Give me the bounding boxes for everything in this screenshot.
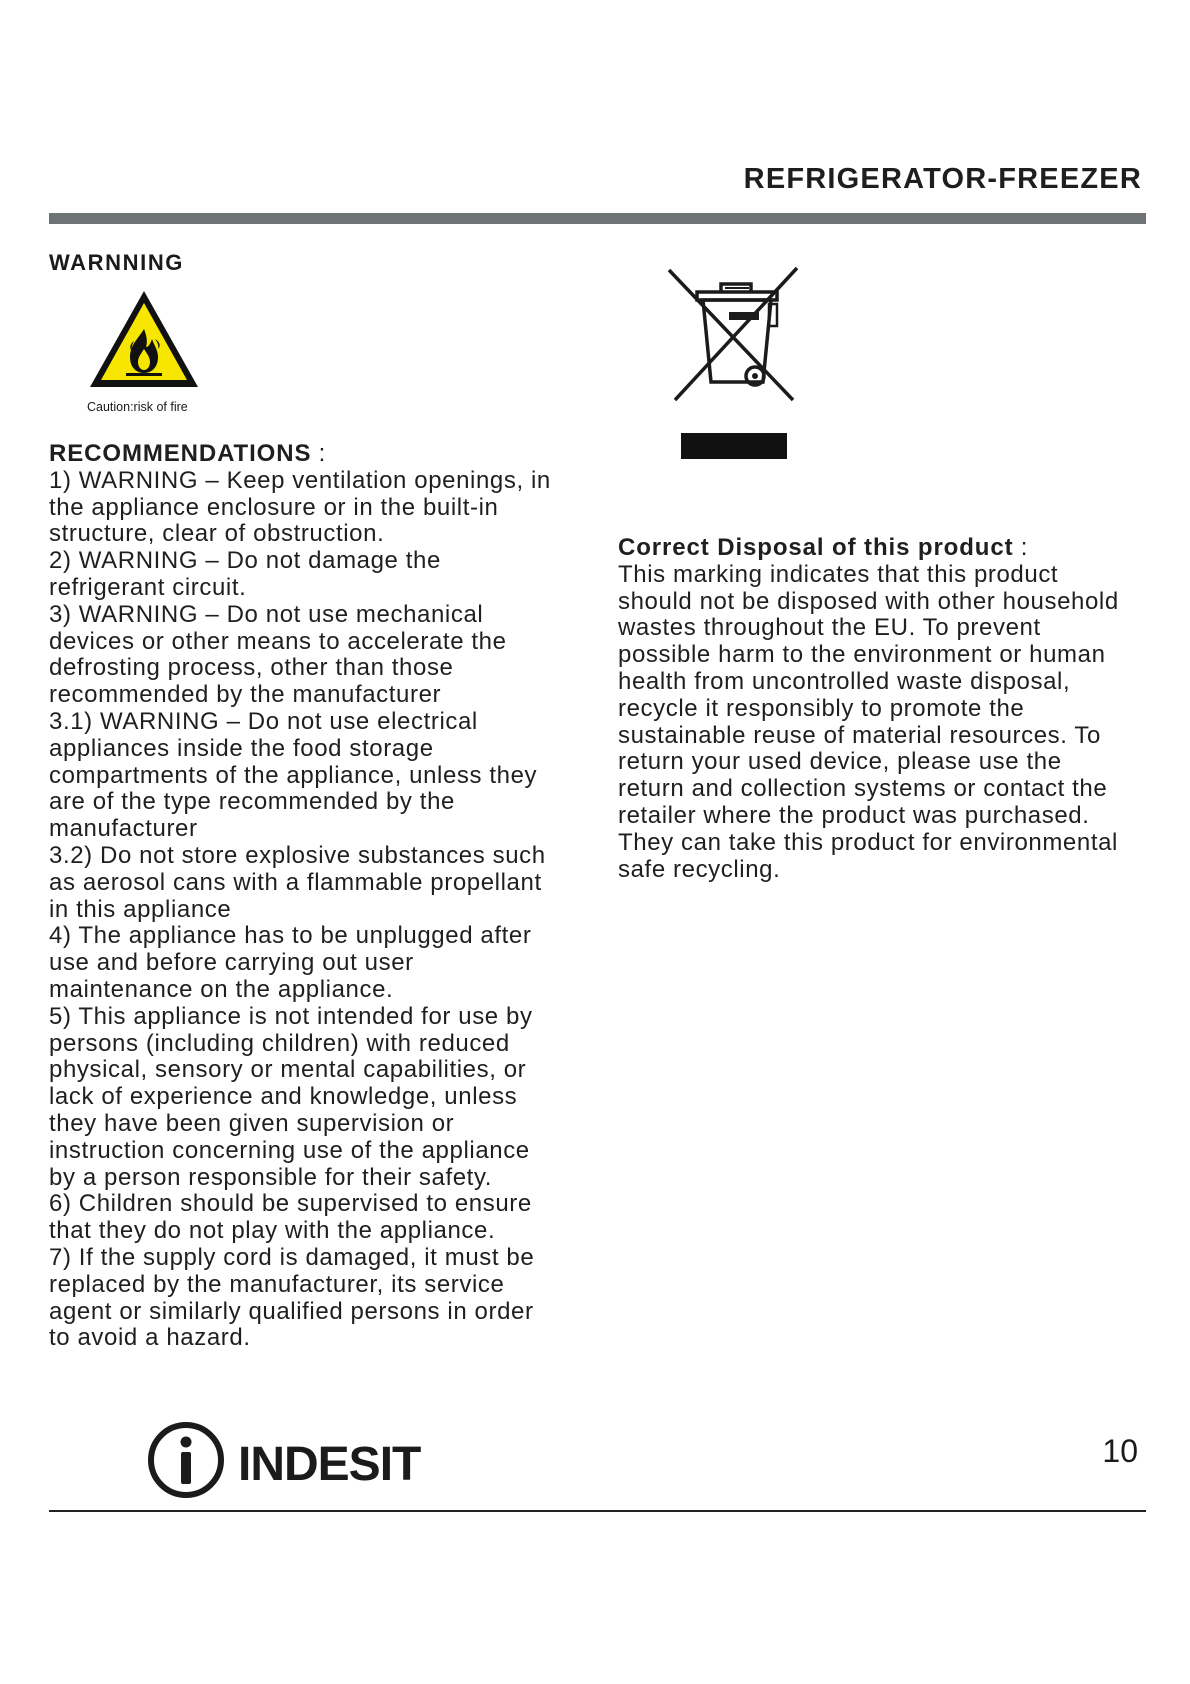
warning-heading: WARNNING xyxy=(49,250,185,275)
indesit-logo xyxy=(146,1418,446,1502)
recommendation-line: 7) If the supply cord is damaged, it must be xyxy=(49,1243,535,1271)
recommendation-line: in this appliance xyxy=(49,895,232,923)
recommendation-line: structure, clear of obstruction. xyxy=(49,520,385,548)
recommendation-line: the appliance enclosure or in the built-in xyxy=(49,493,499,521)
recommendation-line: 3.1) WARNING – Do not use electrical xyxy=(49,707,478,735)
recommendation-line: 5) This appliance is not intended for use by xyxy=(49,1002,533,1030)
recommendation-line: 1) WARNING – Keep ventilation openings, in xyxy=(49,466,551,494)
recommendation-line: 3.2) Do not store explosive substances such xyxy=(49,841,546,869)
page-number: 10 xyxy=(1102,1433,1138,1469)
recommendation-line: persons (including children) with reduced xyxy=(49,1029,510,1057)
disposal-line: retailer where the product was purchased. xyxy=(618,801,1090,829)
recommendation-line: recommended by the manufacturer xyxy=(49,681,442,709)
disposal-text xyxy=(618,562,1148,884)
disposal-section xyxy=(618,535,1148,883)
disposal-line: return and collection systems or contact the xyxy=(618,775,1108,803)
page-title: REFRIGERATOR-FREEZER xyxy=(743,163,1142,195)
footer-divider xyxy=(49,1510,1146,1512)
recommendation-line: they have been given supervision or xyxy=(49,1109,455,1137)
recommendation-line: devices or other means to accelerate the xyxy=(49,627,507,655)
recommendation-line: defrosting process, other than those xyxy=(49,654,454,682)
recommendation-line: are of the type recommended by the xyxy=(49,788,455,816)
recommendation-line: to avoid a hazard. xyxy=(49,1324,251,1352)
recommendation-line: compartments of the appliance, unless they xyxy=(49,761,538,789)
recommendation-line: appliances inside the food storage xyxy=(49,734,434,762)
recommendation-line: refrigerant circuit. xyxy=(49,573,247,601)
disposal-line: They can take this product for environmental xyxy=(618,828,1118,856)
recommendation-line: instruction concerning use of the appliance xyxy=(49,1136,530,1164)
recommendation-line: 3) WARNING – Do not use mechanical xyxy=(49,600,484,628)
header-divider xyxy=(49,213,1146,224)
recommendation-line: use and before carrying out user xyxy=(49,949,414,977)
recommendation-line: 6) Children should be supervised to ensure xyxy=(49,1190,532,1218)
disposal-line: safe recycling. xyxy=(618,855,781,883)
recommendation-line: as aerosol cans with a flammable propellant xyxy=(49,868,542,896)
recommendation-line: 4) The appliance has to be unplugged after xyxy=(49,922,532,950)
recommendations-heading: RECOMMENDATIONS xyxy=(49,440,312,467)
recommendation-line: maintenance on the appliance. xyxy=(49,975,394,1003)
recommendation-line: lack of experience and knowledge, unless xyxy=(49,1083,518,1111)
disposal-line: sustainable reuse of material resources. To xyxy=(618,721,1101,749)
recommendation-line: 2) WARNING – Do not damage the xyxy=(49,547,441,575)
brand-name: INDESIT xyxy=(238,1438,421,1491)
recommendation-line: manufacturer xyxy=(49,815,198,843)
disposal-separator: : xyxy=(1013,534,1029,561)
disposal-black-bar xyxy=(681,433,787,459)
recommendations-section xyxy=(49,441,589,1352)
disposal-line: return your used device, please use the xyxy=(618,748,1062,776)
disposal-line: health from uncontrolled waste disposal, xyxy=(618,667,1071,695)
fire-warning-icon xyxy=(86,287,202,391)
recommendation-line: agent or similarly qualified persons in order xyxy=(49,1297,534,1325)
disposal-line: recycle it responsibly to promote the xyxy=(618,694,1025,722)
disposal-line: possible harm to the environment or human xyxy=(618,641,1106,669)
fire-caution-caption: Caution:risk of fire xyxy=(87,400,188,414)
recommendation-line: by a person responsible for their safety. xyxy=(49,1163,493,1191)
recommendation-line: that they do not play with the appliance. xyxy=(49,1217,496,1245)
recommendations-separator: : xyxy=(311,440,326,467)
disposal-heading: Correct Disposal of this product xyxy=(618,534,1014,561)
recommendations-text xyxy=(49,468,589,1352)
disposal-line: wastes throughout the EU. To prevent xyxy=(618,614,1041,642)
recommendation-line: physical, sensory or mental capabilities, or xyxy=(49,1056,527,1084)
disposal-line: This marking indicates that this product xyxy=(618,560,1059,588)
recommendation-line: replaced by the manufacturer, its service xyxy=(49,1270,505,1298)
crossed-out-wheelie-bin-icon xyxy=(667,266,799,404)
disposal-line: should not be disposed with other household xyxy=(618,587,1119,615)
